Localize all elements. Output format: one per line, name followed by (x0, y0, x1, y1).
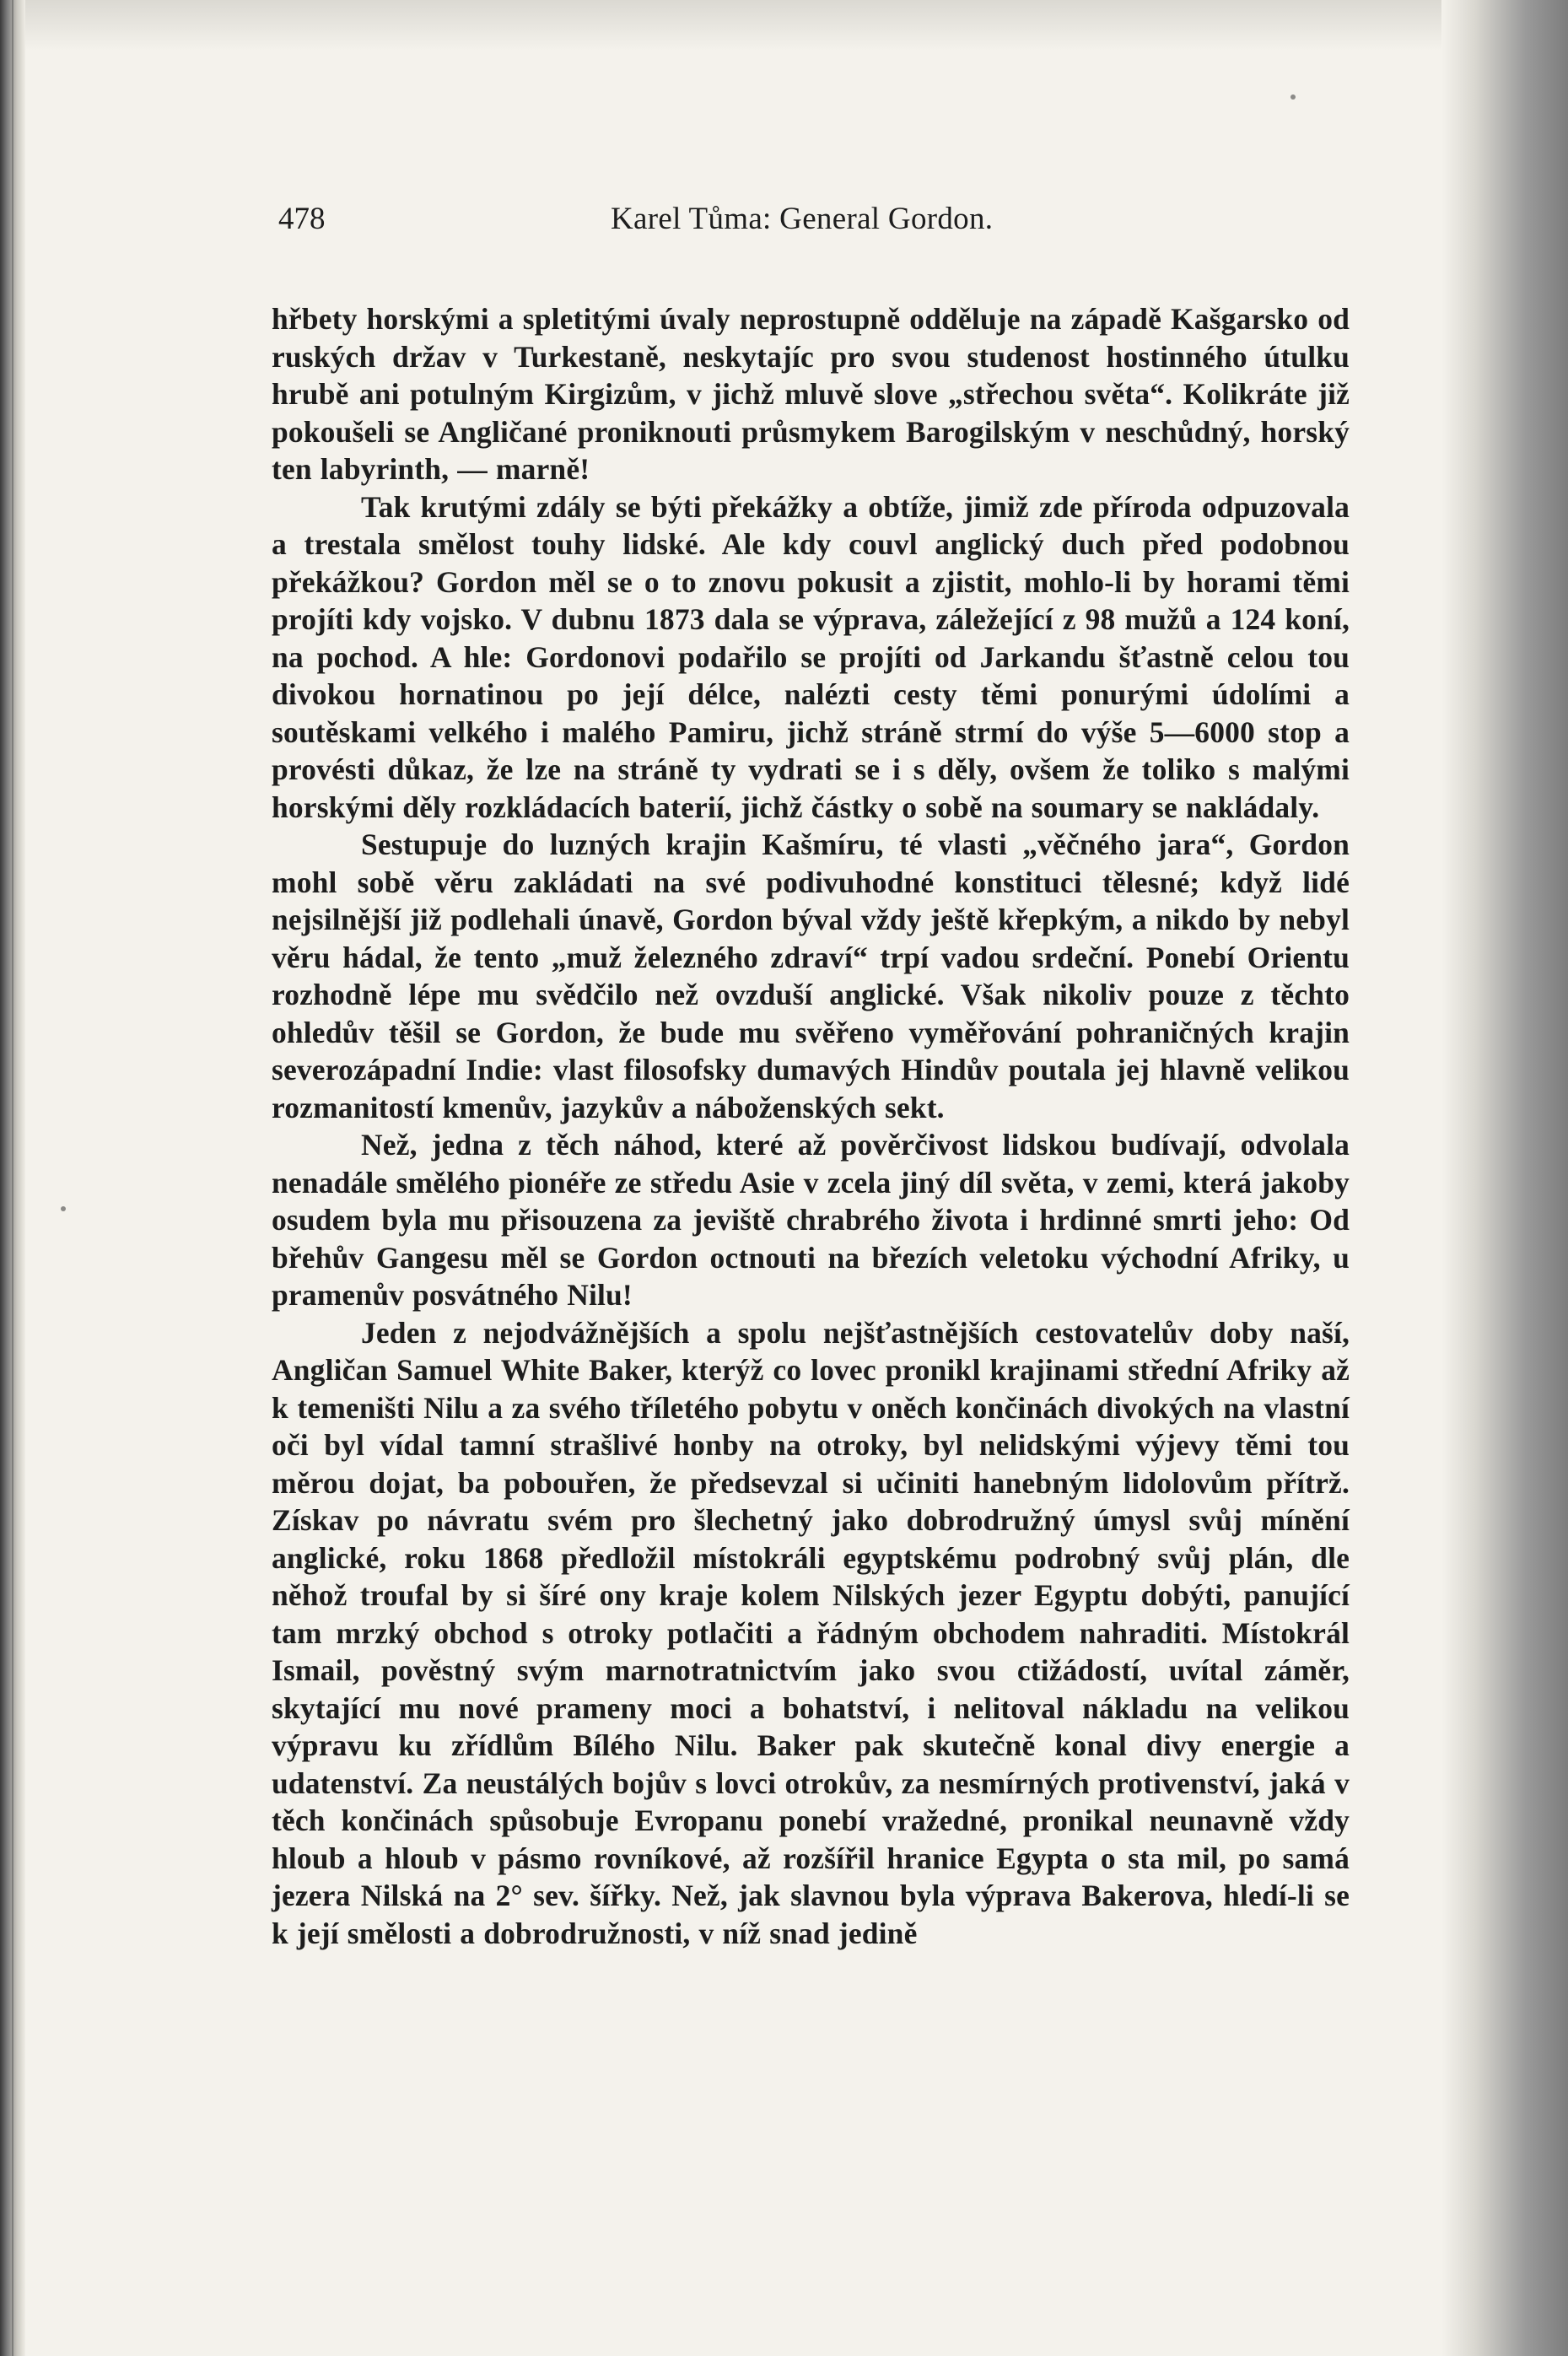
paragraph-5: Jeden z nejodvážnějších a spolu nejšťastnějších cestovatelův doby naší, Angličan Samuel White Baker, kterýž co lovec pronikl krajinami střední Afriky až k temeništi Nilu a za svého tříletého pobytu v oněch končinách divokých na vlastní oči byl vídal tamní strašlivé honby na otroky, byl nelidskými výjevy těmi tou měrou dojat, ba pobouřen, že předsevzal si učiniti hanebným lidolovům přítrž. Získav po návratu svém pro šlechetný jako dobrodružný úmysl svůj mínění anglické, roku 1868 předložil místokráli egyptskému podrobný svůj plán, dle něhož troufal by si šíré ony kraje kolem Nilských jezer Egyptu dobýti, panující tam mrzký obchod s otroky potlačiti a řádným obchodem nahraditi. Místokrál Ismail, pověstný svým marnotratnictvím jako svou ctižádostí, uvítal záměr, skytající mu nové prameny moci a bohatství, i nelitoval nákladu na velikou výpravu ku zřídlům Bílého Nilu. Baker pak skutečně konal divy energie a udatenství. Za neustálých bojův s lovci otrokův, za nesmírných protivenství, jaká v těch končinách spůsobuje Evropanu ponebí vražedné, pronikal neunavně vždy hloub a hloub v pásmo rovníkové, až rozšířil hranice Egypta o sta mil, po samá jezera Nilská na 2° sev. šířky. Než, jak slavnou byla výprava Bakerova, hledí-li se k její smělosti a dobrodružnosti, v níž snad jedině (272, 1315, 1350, 1950)
page-header (272, 199, 1350, 240)
paragraph-2: Tak krutými zdály se býti překážky a obtíže, jimiž zde příroda odpuzovala a trestala smělost touhy lidské. Ale kdy couvl anglický duch před podobnou překážkou? Gordon měl se o to znovu pokusit a zjistit, mohlo-li by horami těmi projíti kdy vojsko. V dubnu 1873 dala se výprava, záležející z 98 mužů a 124 koní, na pochod. A hle: Gordonovi podařilo se projíti od Jarkandu šťastně celou tou divokou hornatinou po její délce, nalézti cesty těmi ponurými údolími a soutěskami velkého i malého Pamiru, jichž stráně strmí do výše 5—6000 stop a provésti důkaz, že lze na stráně ty vydrati se i s děly, ovšem že toliko s malými horskými děly rozkládacích baterií, jichž částky o sobě na soumary se nakládaly. (272, 489, 1350, 824)
gutter-line (12, 0, 13, 2356)
page-number: 478 (278, 202, 326, 236)
ink-speck (61, 1206, 66, 1211)
binding-gutter (0, 0, 25, 2356)
top-shadow (0, 0, 1568, 51)
ink-speck (1291, 94, 1296, 100)
paragraph-1: hřbety horskými a spletitými úvaly neprostupně odděluje na západě Kašgarsko od ruských držav v Turkestaně, neskytajíc pro svou studenost hostinného útulku hrubě ani potulným Kirgizům, v jichž mluvě slove „střechou světa“. Kolikráte již pokoušeli se Angličané proniknouti průsmykem Barogilským v neschůdný, horský ten labyrinth, — marně! (272, 302, 1350, 486)
body-text (272, 300, 1350, 1952)
paragraph-3: Sestupuje do luzných krajin Kašmíru, té vlasti „věčného jara“, Gordon mohl sobě věru zakládati na své podivuhodné konstituci tělesné; když lidé nejsilnější již podlehali únavě, Gordon býval vždy ještě křepkým, a nikdo by nebyl věru hádal, že tento „muž železného zdraví“ trpí vadou srdeční. Ponebí Orientu rozhodně lépe mu svědčilo než ovzduší anglické. Však nikoliv pouze z těchto ohledův těšil se Gordon, že bude mu svěřeno vyměřování pohraničných krajin severozápadní Indie: vlast filosofsky dumavých Hindův poutala jej hlavně velikou rozmanitostí kmenův, jazykův a náboženských sekt. (272, 828, 1350, 1124)
running-head: Karel Tůma: General Gordon. (611, 202, 994, 236)
paragraph-4: Než, jedna z těch náhod, které až pověrčivost lidskou budívají, odvolala nenadále smělého pionéře ze středu Asie v zcela jiný díl světa, v zemi, která jakoby osudem byla mu přisouzena za jeviště chrabrého života i hrdinné smrti jeho: Od břehův Gangesu měl se Gordon octnouti na březích veletoku východní Afriky, u pramenův posvátného Nilu! (272, 1128, 1350, 1312)
book-page (272, 199, 1350, 1952)
page-edge-shadow (1441, 0, 1568, 2356)
